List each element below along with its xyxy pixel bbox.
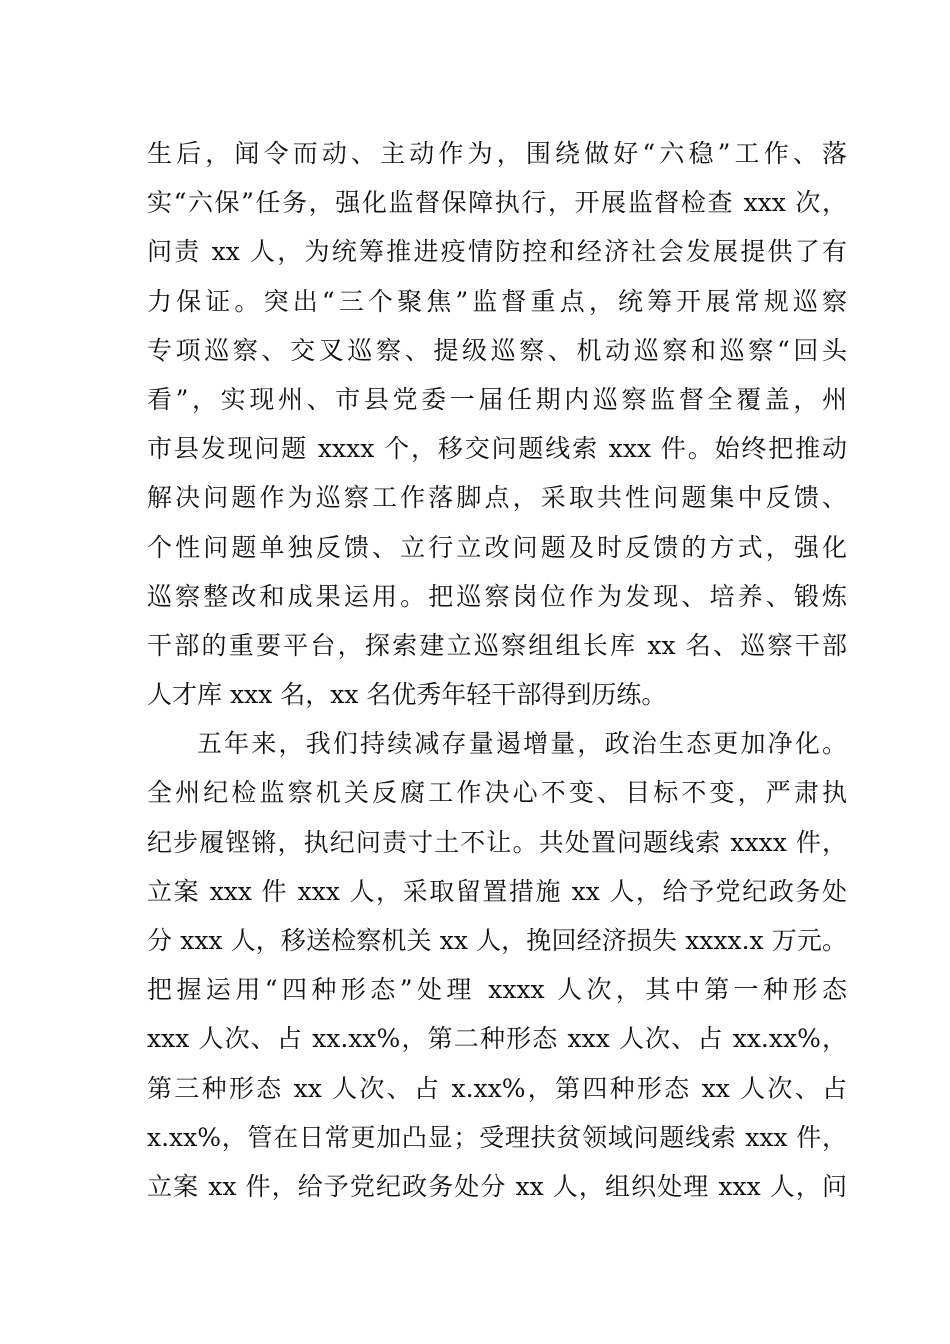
text-line: 分 xxx 人，移送检察机关 xx 人，挽回经济损失 xxxx.x 万元。: [147, 926, 847, 955]
text-line: 立案 xxx 件 xxx 人，采取留置措施 xx 人，给予党纪政务处: [147, 876, 847, 906]
text-line: 巡察整改和成果运用。把巡察岗位作为发现、培养、锻炼: [147, 581, 847, 611]
text-line: 解决问题作为巡察工作落脚点，采取共性问题集中反馈、: [147, 483, 847, 513]
text-line: 看”，实现州、市县党委一届任期内巡察监督全覆盖，州: [147, 384, 847, 414]
text-line: 立案 xx 件，给予党纪政务处分 xx 人，组织处理 xxx 人，问: [147, 1171, 847, 1201]
text-line: 纪步履铿锵，执纪问责寸土不让。共处置问题线索 xxxx 件，: [147, 827, 847, 857]
text-line: 第三种形态 xx 人次、占 x.xx%，第四种形态 xx 人次、占: [147, 1073, 847, 1103]
text-line: 全州纪检监察机关反腐工作决心不变、目标不变，严肃执: [147, 778, 847, 808]
text-line: 个性问题单独反馈、立行立改问题及时反馈的方式，强化: [147, 532, 847, 562]
paragraph-start-line: 五年来，我们持续减存量遏增量，政治生态更加净化。: [197, 729, 847, 759]
text-line: 干部的重要平台，探索建立巡察组组长库 xx 名、巡察干部: [147, 630, 847, 660]
text-line: 问责 xx 人，为统筹推进疫情防控和经济社会发展提供了有: [147, 237, 847, 267]
text-line: x.xx%，管在日常更加凸显；受理扶贫领域问题线索 xxx 件，: [147, 1122, 847, 1152]
text-line: 专项巡察、交叉巡察、提级巡察、机动巡察和巡察“回头: [147, 335, 847, 365]
body-text: [147, 129, 847, 1211]
text-line: 力保证。突出“三个聚焦”监督重点，统筹开展常规巡察: [147, 286, 847, 316]
text-line: 市县发现问题 xxxx 个，移交问题线索 xxx 件。始终把推动: [147, 434, 847, 464]
text-line: 人才库 xxx 名，xx 名优秀年轻干部得到历练。: [147, 680, 667, 710]
text-line: 实“六保”任务，强化监督保障执行，开展监督检查 xxx 次，: [147, 188, 847, 218]
text-line: 把握运用“四种形态”处理 xxxx 人次，其中第一种形态: [147, 975, 847, 1005]
text-line: xxx 人次、占 xx.xx%，第二种形态 xxx 人次、占 xx.xx%，: [147, 1024, 847, 1054]
text-line: 生后，闻令而动、主动作为，围绕做好“六稳”工作、落: [147, 139, 847, 168]
